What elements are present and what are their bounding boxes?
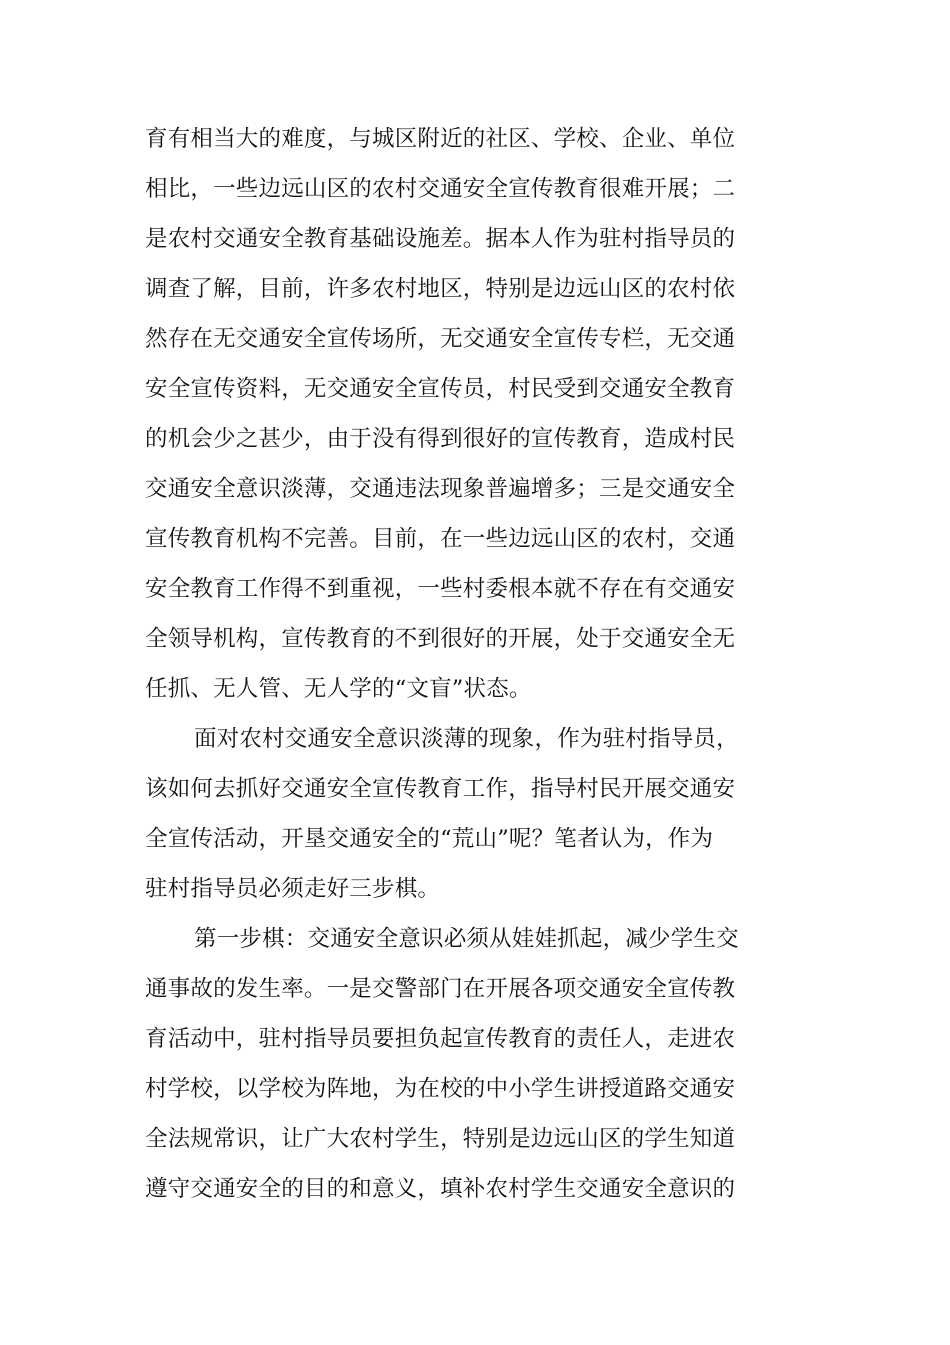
text-line: 交通安全意识淡薄，交通违法现象普遍增多；三是交通安全 — [145, 476, 736, 502]
text-line: 是农村交通安全教育基础设施差。据本人作为驻村指导员的 — [145, 226, 736, 252]
text-line: 全法规常识，让广大农村学生，特别是边远山区的学生知道 — [145, 1126, 736, 1152]
text-line: 驻村指导员必须走好三步棋。 — [145, 876, 441, 902]
text-line: 安全教育工作得不到重视，一些村委根本就不存在有交通安 — [145, 576, 736, 602]
text-line: 安全宣传资料，无交通安全宣传员，村民受到交通安全教育 — [145, 376, 736, 402]
text-line: 相比，一些边远山区的农村交通安全宣传教育很难开展；二 — [145, 176, 736, 202]
text-line: 任抓、无人管、无人学的“文盲”状态。 — [145, 676, 532, 702]
text-line: 全宣传活动，开垦交通安全的“荒山”呢？笔者认为，作为 — [145, 826, 714, 852]
text-line: 的机会少之甚少，由于没有得到很好的宣传教育，造成村民 — [145, 426, 736, 452]
text-line: 该如何去抓好交通安全宣传教育工作，指导村民开展交通安 — [145, 776, 736, 802]
text-line: 遵守交通安全的目的和意义，填补农村学生交通安全意识的 — [145, 1176, 736, 1202]
text-line: 宣传教育机构不完善。目前，在一些边远山区的农村，交通 — [145, 526, 736, 552]
text-line: 育有相当大的难度，与城区附近的社区、学校、企业、单位 — [145, 126, 736, 152]
text-line: 全领导机构，宣传教育的不到很好的开展，处于交通安全无 — [145, 626, 736, 652]
paragraph-start-line: 第一步棋：交通安全意识必须从娃娃抓起，减少学生交 — [194, 926, 739, 952]
text-line: 然存在无交通安全宣传场所，无交通安全宣传专栏，无交通 — [145, 326, 736, 352]
text-line: 村学校，以学校为阵地，为在校的中小学生讲授道路交通安 — [145, 1076, 736, 1102]
body-text — [145, 114, 745, 1214]
paragraph-start-line: 面对农村交通安全意识淡薄的现象，作为驻村指导员， — [194, 726, 739, 752]
text-line: 育活动中，驻村指导员要担负起宣传教育的责任人，走进农 — [145, 1026, 736, 1052]
text-line: 通事故的发生率。一是交警部门在开展各项交通安全宣传教 — [145, 976, 736, 1002]
text-line: 调查了解，目前，许多农村地区，特别是边远山区的农村依 — [145, 276, 736, 302]
